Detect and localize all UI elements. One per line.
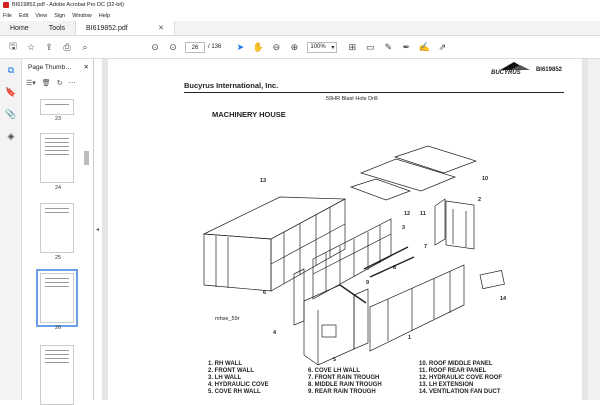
more-icon[interactable]: ⋯ [68, 80, 76, 87]
thumbnail-page-26[interactable] [40, 273, 74, 323]
legend-item: 13. LH EXTENSION [419, 382, 474, 388]
menu-edit[interactable]: Edit [18, 12, 29, 19]
legend-item: 12. HYDRAULIC COVE ROOF [419, 375, 503, 381]
legend-item: 7. FRONT RAIN TROUGH [308, 375, 380, 381]
zoom-dropdown[interactable] [307, 42, 337, 53]
legend-item: 3. LH WALL [208, 375, 242, 381]
menu-sign[interactable]: Sign [54, 12, 66, 19]
tab-tools[interactable] [39, 21, 75, 35]
section-title: MACHINERY HOUSE [212, 110, 286, 119]
fit-page-icon[interactable]: ⊞ [348, 41, 357, 52]
legend-item: 11. ROOF REAR PANEL [419, 368, 487, 374]
left-rail [0, 59, 22, 400]
legend-column-3 [419, 361, 502, 396]
callout-6: 6 [263, 290, 267, 296]
legend-item: 4. HYDRAULIC COVE [208, 382, 269, 388]
callout-7: 7 [424, 244, 428, 250]
callout-12: 12 [404, 211, 411, 217]
page-thumbnails-icon[interactable]: ⧉ [7, 64, 15, 75]
layers-icon[interactable]: ◈ [7, 130, 15, 141]
chevron-down-icon: ▾ [331, 44, 335, 51]
machine-model: 59HR Blast Hole Drill [326, 96, 378, 102]
panel-scrollbar[interactable] [84, 89, 89, 389]
callout-2: 2 [478, 197, 482, 203]
callout-3: 3 [402, 225, 406, 231]
menu-help[interactable]: Help [98, 12, 111, 19]
brand-name: BUCYRUS [491, 70, 521, 76]
highlight-icon[interactable]: ✎ [384, 41, 393, 52]
thumbnail-label-26: 26 [54, 325, 62, 331]
callout-4: 4 [273, 330, 277, 336]
menu-view[interactable]: View [35, 12, 48, 19]
legend-item: 10. ROOF MIDDLE PANEL [419, 361, 493, 367]
thumbnail-page-27[interactable] [40, 345, 74, 405]
tab-home[interactable] [0, 21, 39, 35]
legend-item: 6. COVE LH WALL [308, 368, 361, 374]
tab-bar [0, 21, 600, 36]
tab-tools-label: Tools [48, 24, 66, 32]
callout-11: 11 [420, 211, 426, 217]
search-icon[interactable]: ⌕ [82, 41, 88, 52]
zoom-out-icon[interactable]: ⊖ [272, 41, 281, 52]
rotate-icon[interactable]: ↻ [56, 80, 63, 87]
upload-icon[interactable]: ⇪ [45, 41, 53, 52]
callout-8: 8 [393, 265, 397, 271]
thumbnail-page-23[interactable] [40, 99, 74, 115]
legend-item: 2. FRONT WALL [208, 368, 254, 374]
thumbnail-label-23: 23 [54, 116, 62, 122]
close-tab-icon[interactable]: ✕ [158, 25, 165, 32]
document-id: BI619852 [535, 67, 562, 73]
hand-icon[interactable]: ✋ [252, 41, 264, 52]
company-name: Bucyrus International, Inc. [184, 81, 279, 90]
menu-file[interactable]: File [3, 12, 12, 19]
comment-icon[interactable]: ▭ [366, 41, 375, 52]
callout-14: 14 [500, 296, 507, 302]
callout-5: 5 [333, 357, 337, 363]
page-number-input[interactable]: 26 [185, 42, 205, 53]
tab-document[interactable] [75, 21, 175, 35]
legend-column-2 [308, 368, 382, 396]
legend-item: 8. MIDDLE RAIN TROUGH [308, 382, 382, 388]
legend-item: 9. REAR RAIN TROUGH [308, 389, 376, 395]
next-page-icon[interactable]: ⊙ [169, 41, 177, 52]
draw-icon[interactable]: ✒ [402, 41, 411, 52]
close-panel-icon[interactable]: ✕ [83, 64, 89, 71]
pdf-page [108, 59, 582, 400]
options-icon[interactable]: ☰▾ [26, 80, 36, 87]
save-icon[interactable]: 🖫 [9, 41, 17, 51]
drawing-reference: mhse_59r [215, 316, 240, 322]
legend-column-1 [208, 361, 269, 396]
attachment-icon[interactable]: 📎 [5, 108, 17, 119]
callout-13: 13 [260, 178, 267, 184]
print-icon[interactable]: ⎙ [63, 41, 71, 52]
document-viewer [102, 59, 600, 400]
menu-bar [0, 10, 600, 21]
delete-icon[interactable]: 🗑 [41, 80, 51, 87]
thumbnail-page-25[interactable] [40, 203, 74, 253]
collapse-panel-icon[interactable]: ◂ [96, 227, 100, 233]
tab-home-label: Home [10, 24, 29, 32]
star-icon[interactable]: ☆ [26, 41, 36, 52]
tab-document-label: BI619852.pdf [86, 24, 128, 32]
legend-item: 14. VENTILATION FAN DUCT [419, 389, 501, 395]
toolbar [0, 36, 600, 59]
thumbnail-label-25: 25 [54, 255, 62, 261]
zoom-value: 100% [310, 44, 326, 50]
callout-10: 10 [482, 176, 489, 182]
sign-icon[interactable]: ✍ [418, 41, 430, 52]
thumbnail-page-24[interactable] [40, 133, 74, 183]
panel-title: Page Thumb… [28, 63, 72, 71]
legend-item: 5. COVE RH WALL [208, 389, 261, 395]
window-title: BI619852.pdf - Adobe Acrobat Pro DC (32-bit) [12, 2, 124, 8]
acrobat-icon [3, 2, 9, 8]
panel-scrollbar-thumb[interactable] [84, 151, 89, 165]
share-icon[interactable]: ⇗ [438, 41, 447, 52]
select-cursor-icon[interactable]: ➤ [236, 41, 245, 52]
thumbnail-panel [22, 59, 94, 400]
bookmark-icon[interactable]: 🔖 [5, 86, 17, 97]
legend-item: 1. RH WALL [208, 361, 242, 367]
menu-window[interactable]: Window [72, 12, 92, 19]
callout-9: 9 [366, 280, 370, 286]
zoom-in-icon[interactable]: ⊕ [290, 41, 299, 52]
exploded-drawing [108, 59, 582, 400]
page-total: / 136 [208, 44, 222, 50]
thumbnail-label-24: 24 [54, 185, 62, 191]
callout-1: 1 [408, 335, 412, 341]
title-bar [0, 0, 600, 10]
document-scrollbar[interactable] [588, 59, 600, 400]
previous-page-icon[interactable]: ⊙ [151, 41, 159, 52]
